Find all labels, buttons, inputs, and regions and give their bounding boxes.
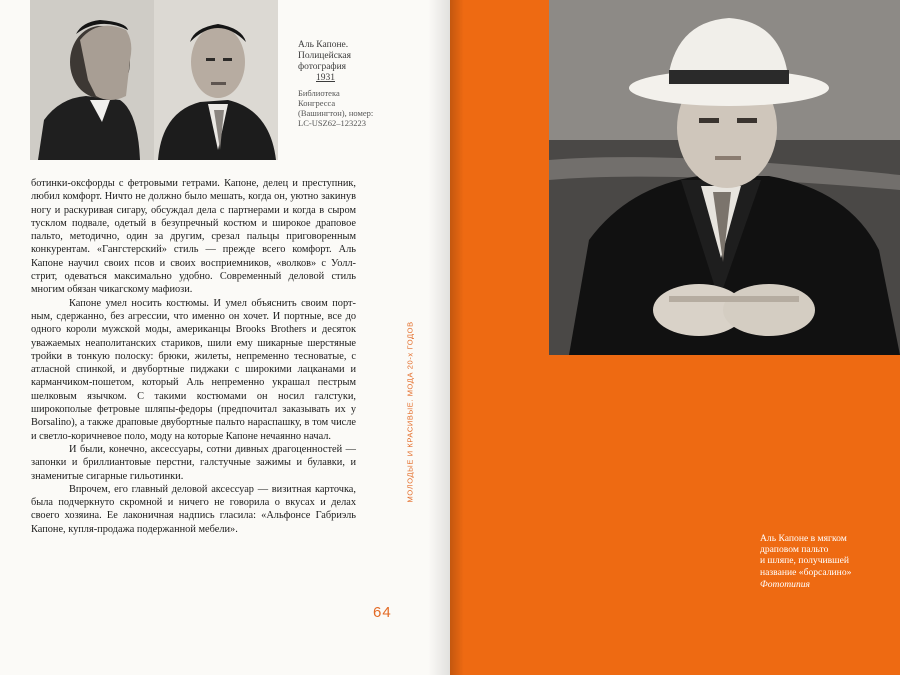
- caption-title-line: фотография: [298, 62, 347, 72]
- caption-title-line: Полицейская: [298, 51, 351, 61]
- caption-source-line: LC-USZ62–123223: [298, 118, 366, 128]
- caption-source-line: Библиотека: [298, 88, 340, 98]
- caption-source-line: (Вашингтон), номер:: [298, 108, 374, 118]
- caption-year: 1931: [316, 73, 335, 83]
- photo-credit: Фототипия: [760, 578, 811, 590]
- mugshot-caption: [298, 40, 408, 128]
- caption-line: и шляпе, получившей: [760, 555, 849, 567]
- body-text: [31, 177, 356, 536]
- page-number: 64: [373, 604, 392, 621]
- running-head: МОЛОДЫЕ И КРАСИВЫЕ. МОДА 20-х ГОДОВ: [405, 321, 415, 503]
- caption-line: название «борсалино»: [760, 566, 852, 578]
- paragraph: И были, конечно, аксессуары, сотни дивных драгоценностей — запонки и бриллиантовые перстни, галстучные зажимы и булавки, и знаменитые сигарные гильотинки.: [31, 443, 356, 482]
- capone-hat-photo: [549, 0, 900, 355]
- caption-line: Аль Капоне в мягком: [760, 533, 847, 544]
- photo-caption: [760, 533, 885, 590]
- paragraph: ботинки-оксфорды с фетровыми гетрами. Капоне, делец и преступник, любил комфорт. Ничто не должно было мешать, когда он, уютно закинув ногу и раскуривая сигару, обсуждал дела с партнерами и когда в сыром тусклом подвале, одетый в безупречный костюм и широкое драповое пальто, методично, один за другим, срезал пальцы приговоренным конкурентам. «Гангстерский» стиль — прежде всего комфорт. Аль Капоне научил своих псов и своих восприемников, «волков» с Уолл-стрит, одеваться максимально удобно. Современный деловой стиль многим обязан чикагскому мафиози.: [31, 178, 356, 296]
- caption-source: [298, 88, 408, 128]
- caption-line: драповом пальто: [760, 544, 829, 556]
- mugshot-photo: [30, 0, 278, 160]
- caption-title-line: Аль Капоне.: [298, 40, 349, 50]
- paragraph: Капоне умел носить костюмы. И умел объяснить своим портным, сдержанно, без агрессии, что именно он хочет. И портные, все до одного короли мужской моды, американцы Brooks Brothers и десяток уважаемых неаполитанских стариков, шили ему шикарные шерстяные тройки в тонкую полоску: брюки, жилеты, непременно тесноватые, с атласной спинкой, и двубортные пиджаки с широкими лацканами и карманчиком-пошетом, который Аль непременно украшал пестрым шелковым язычком. С такими костюмами он носил галстуки, широкополые фетровые шляпы-федоры (предпочитал заказывать их у Borsalino), а также драповые двубортные пальто нараспашку, в том числе и светло-коричневое поло, моду на которые Капоне нечаянно начал.: [31, 297, 356, 442]
- paragraph: Впрочем, его главный деловой аксессуар — визитная карточка, была подчеркнуто скромной и ничего не говорила о вкусах и делах своего хозяина. Ее лаконичная надпись гласила: «Альфонсе Габриэль Капоне, купля-продажа подержанной мебели».: [31, 483, 356, 535]
- caption-source-line: Конгресса: [298, 98, 336, 108]
